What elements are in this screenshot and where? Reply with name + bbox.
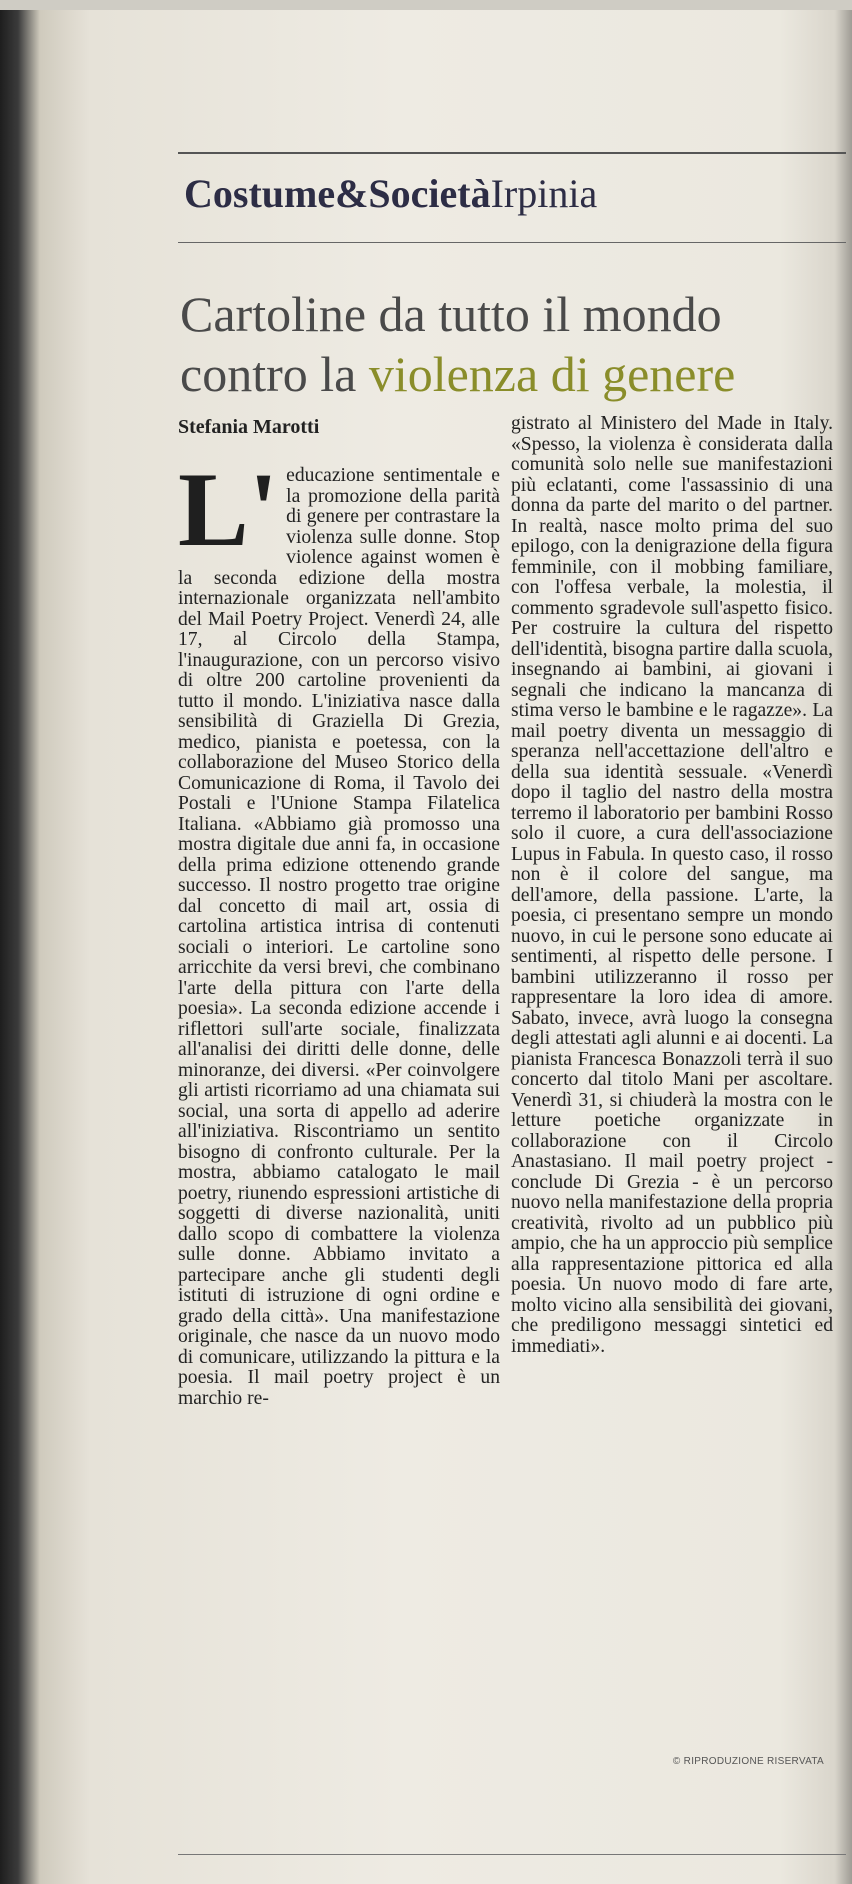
article-column-left <box>178 416 500 1409</box>
section-rule <box>178 242 846 243</box>
headline-accent: violenza di genere <box>368 346 736 402</box>
copyright-notice: © RIPRODUZIONE RISERVATA <box>672 1756 824 1767</box>
article-headline <box>180 284 840 404</box>
body-text-right: gistrato al Ministero del Made in Italy. «Spesso, la violenza è considerata dalla comunità solo nelle sue manifestazioni più eclatanti, come l'assassinio di una donna da parte del marito o del partner. In realtà, nasce molto prima del suo epilogo, con la denigrazione della figura femminile, con il mobbing familiare, con l'offesa verbale, la molestia, il commento sgradevole sull'aspetto fisico. Per costruire la cultura del rispetto dell'identità, bisogna partire dalla scuola, insegnando ai bambini, ai giovani i segnali che indicano la mancanza di stima verso le bambine e le ragazze». La mail poetry diventa un messaggio di speranza nell'accettazione dell'altro e della sua identità sessuale. «Venerdì dopo il taglio del nastro della mostra terremo il laboratorio per bambini Rosso solo il cuore, a cura dell'associazione Lupus in Fabula. In questo caso, il rosso non è il colore del sangue, ma dell'amore, della passione. L'arte, la poesia, ci presentano sempre un mondo nuovo, in cui le persone sono educate ai sentimenti, al rispetto delle persone. I bambini utilizzeranno il rosso per rappresentare la loro idea di amore. Sabato, invece, avrà luogo la consegna degli attestati agli alunni e ai docenti. La pianista Francesca Bonazzoli terrà il suo concerto dal titolo Mani per ascoltare. Venerdì 31, si chiuderà la mostra con le letture poetiche organizzate in collaborazione con il Circolo Anastasiano. Il mail poetry project - conclude Di Grezia - è un percorso nuovo nella manifestazione della propria creatività, rivolto ad un pubblico più ampio, che ha un approccio più semplice alla rappresentazione pittorica ed alla poesia. Un nuovo modo di fare arte, molto vicino alla sensibilità dei giovani, che prediligono messaggi sintetici ed immediati». <box>511 413 833 1357</box>
headline-line-2 <box>180 344 840 404</box>
section-region: Irpinia <box>490 171 598 216</box>
section-header <box>184 170 597 218</box>
byline: Stefania Marotti <box>178 416 320 438</box>
drop-cap: L' <box>178 451 279 568</box>
headline-line-1: Cartoline da tutto il mondo <box>180 286 722 342</box>
article-column-right <box>511 414 833 1357</box>
bottom-rule <box>178 1854 846 1855</box>
newspaper-page <box>178 146 846 1866</box>
headline-plain: contro la <box>180 346 369 402</box>
body-text-left: educazione sentimentale e la promozione della parità di genere per contrastare la violenza sulle donne. Stop violence against women è la seconda edizione della mostra internazionale organizzata nell'ambito del Mail Poetry Project. Venerdì 24, alle 17, al Circolo della Stampa, l'inaugurazione, con un percorso visivo di oltre 200 cartoline provenienti da tutto il mondo. L'iniziativa nasce dalla sensibilità di Graziella Di Grezia, medico, pianista e poetessa, con la collaborazione del Museo Storico della Comunicazione di Roma, il Tavolo dei Postali e l'Unione Stampa Filatelica Italiana. «Abbiamo già promosso una mostra digitale due anni fa, in occasione della prima edizione ottenendo grande successo. Il nostro progetto trae origine dal concetto di mail art, ossia di cartolina artistica intrisa di contenuti sociali o interiori. Le cartoline sono arricchite da versi brevi, che combinano l'arte della pittura con l'arte della poesia». La seconda edizione accende i riflettori sull'arte sociale, finalizzata all'analisi dei diritti delle donne, delle minoranze, dei diversi. «Per coinvolgere gli artisti ricorriamo ad una chiamata sui social, una sorta di appello ad aderire all'iniziativa. Riscontriamo un sentito bisogno di confronto culturale. Per la mostra, abbiamo catalogato le mail poetry, riunendo espressioni artistiche di soggetti di diverse nazionalità, uniti dallo scopo di combattere la violenza sulle donne. Abbiamo invitato a partecipare anche gli studenti degli istituti di istruzione di ogni ordine e grado della città». Una manifestazione originale, che nasce da un nuovo modo di comunicare, utilizzando la pittura e la poesia. Il mail poetry project è un marchio re- <box>178 465 500 1409</box>
section-name: Costume&Società <box>184 171 491 216</box>
page-top-edge <box>0 0 852 10</box>
top-rule <box>178 152 846 154</box>
